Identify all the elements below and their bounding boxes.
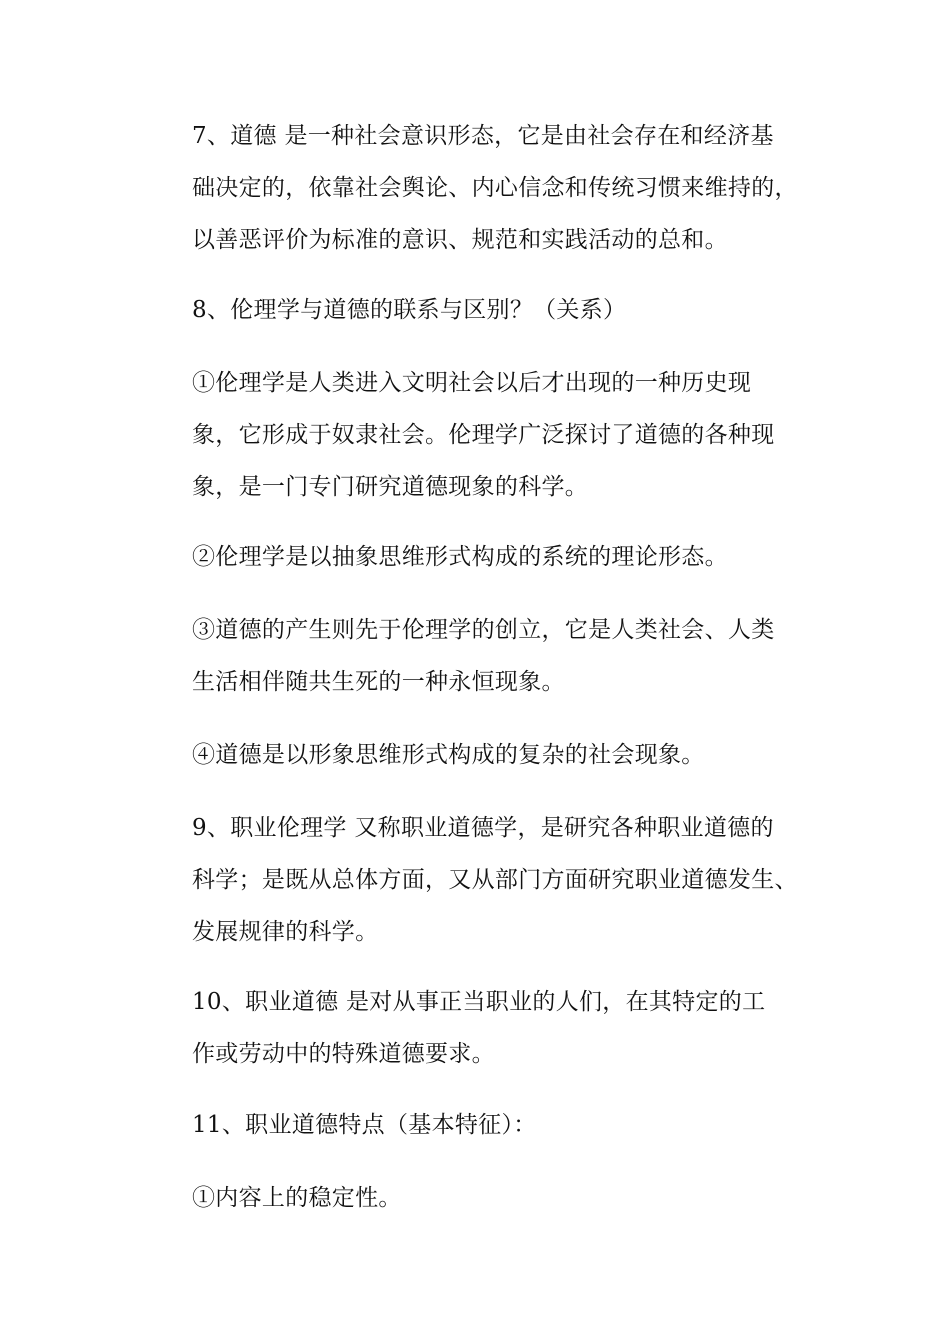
- text-line: 10、职业道德 是对从事正当职业的人们，在其特定的工: [192, 989, 766, 1015]
- text-line: 象，是一门专门研究道德现象的科学。: [192, 474, 589, 500]
- text-line: 发展规律的科学。: [192, 919, 379, 945]
- text-line: 7、道德 是一种社会意识形态，它是由社会存在和经济基: [192, 123, 774, 149]
- paragraph-11-heading: [192, 1099, 772, 1151]
- paragraph-8-heading: [192, 284, 772, 336]
- text-line: ③道德的产生则先于伦理学的创立，它是人类社会、人类: [192, 617, 775, 643]
- text-line: 象，它形成于奴隶社会。伦理学广泛探讨了道德的各种现: [192, 422, 775, 448]
- paragraph-8-point-2: [192, 531, 772, 583]
- text-line: 以善恶评价为标准的意识、规范和实践活动的总和。: [192, 227, 728, 253]
- text-line: ①内容上的稳定性。: [192, 1185, 402, 1211]
- text-line: 础决定的，依靠社会舆论、内心信念和传统习惯来维持的，: [192, 175, 798, 201]
- paragraph-8-point-4: [192, 729, 772, 781]
- paragraph-8-point-3: [192, 604, 775, 708]
- paragraph-7-morality-definition: [192, 110, 798, 266]
- paragraph-11-point-1: [192, 1172, 772, 1224]
- text-line: 11、职业道德特点（基本特征）：: [192, 1112, 537, 1138]
- text-line: ④道德是以形象思维形式构成的复杂的社会现象。: [192, 742, 705, 768]
- text-line: 生活相伴随共生死的一种永恒现象。: [192, 669, 565, 695]
- text-line: 8、伦理学与道德的联系与区别？（关系）: [192, 297, 627, 323]
- text-line: ②伦理学是以抽象思维形式构成的系统的理论形态。: [192, 544, 728, 570]
- paragraph-10-professional-morality: [192, 976, 772, 1080]
- paragraph-9-professional-ethics: [192, 802, 798, 958]
- text-line: 科学；是既从总体方面，又从部门方面研究职业道德发生、: [192, 867, 798, 893]
- paragraph-8-point-1: [192, 357, 775, 513]
- text-line: 作或劳动中的特殊道德要求。: [192, 1041, 495, 1067]
- text-line: ①伦理学是人类进入文明社会以后才出现的一种历史现: [192, 370, 752, 396]
- text-line: 9、职业伦理学 又称职业道德学，是研究各种职业道德的: [192, 815, 774, 841]
